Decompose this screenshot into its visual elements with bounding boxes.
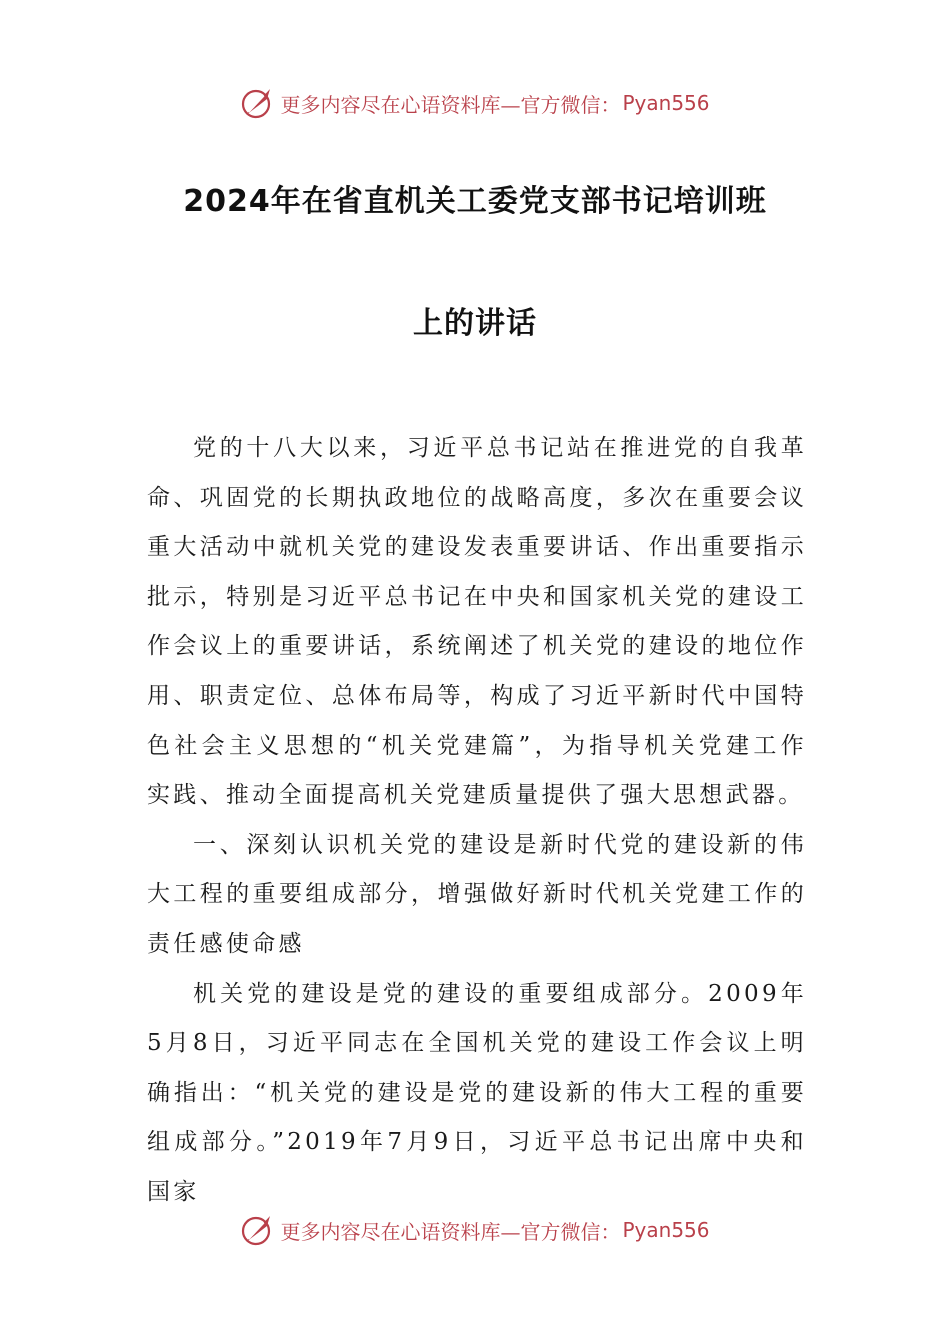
- quill-logo-icon: [240, 85, 276, 121]
- paragraph-section-body: 机关党的建设是党的建设的重要组成部分。2009年5月8日，习近平同志在全国机关党的建设工作会议上明确指出：“机关党的建设是党的建设新的伟大工程的重要组成部分。”2019年7月9日，习近平总书记出席中央和国家: [147, 980, 807, 1205]
- paragraph-intro: 党的十八大以来，习近平总书记站在推进党的自我革命、巩固党的长期执政地位的战略高度，多次在重要会议重大活动中就机关党的建设发表重要讲话、作出重要指示批示，特别是习近平总书记在中央和国家机关党的建设工作会议上的重要讲话，系统阐述了机关党的建设的地位作用、职责定位、总体布局等，构成了习近平新时代中国特色社会主义思想的“机关党建篇”，为指导机关党建工作实践、推动全面提高机关党建质量提供了强大思想武器。: [147, 435, 807, 809]
- page-title-line-1: 2024年在省直机关工委党支部书记培训班: [183, 184, 767, 219]
- quill-logo-icon: [240, 1212, 276, 1248]
- header-watermark-banner: [0, 83, 950, 123]
- footer-banner-wechat-id: Pyan556: [622, 1218, 710, 1242]
- article-body: [147, 424, 807, 1218]
- header-banner-wechat-id: Pyan556: [622, 91, 710, 115]
- page-title-line-2: 上的讲话: [413, 306, 537, 341]
- header-banner-text: 更多内容尽在心语资料库—官方微信：: [280, 92, 621, 117]
- paragraph-section-heading: 一、深刻认识机关党的建设是新时代党的建设新的伟大工程的重要组成部分，增强做好新时代机关党建工作的责任感使命感: [147, 831, 807, 957]
- footer-banner-text: 更多内容尽在心语资料库—官方微信：: [280, 1219, 621, 1244]
- footer-watermark-banner: [0, 1210, 950, 1250]
